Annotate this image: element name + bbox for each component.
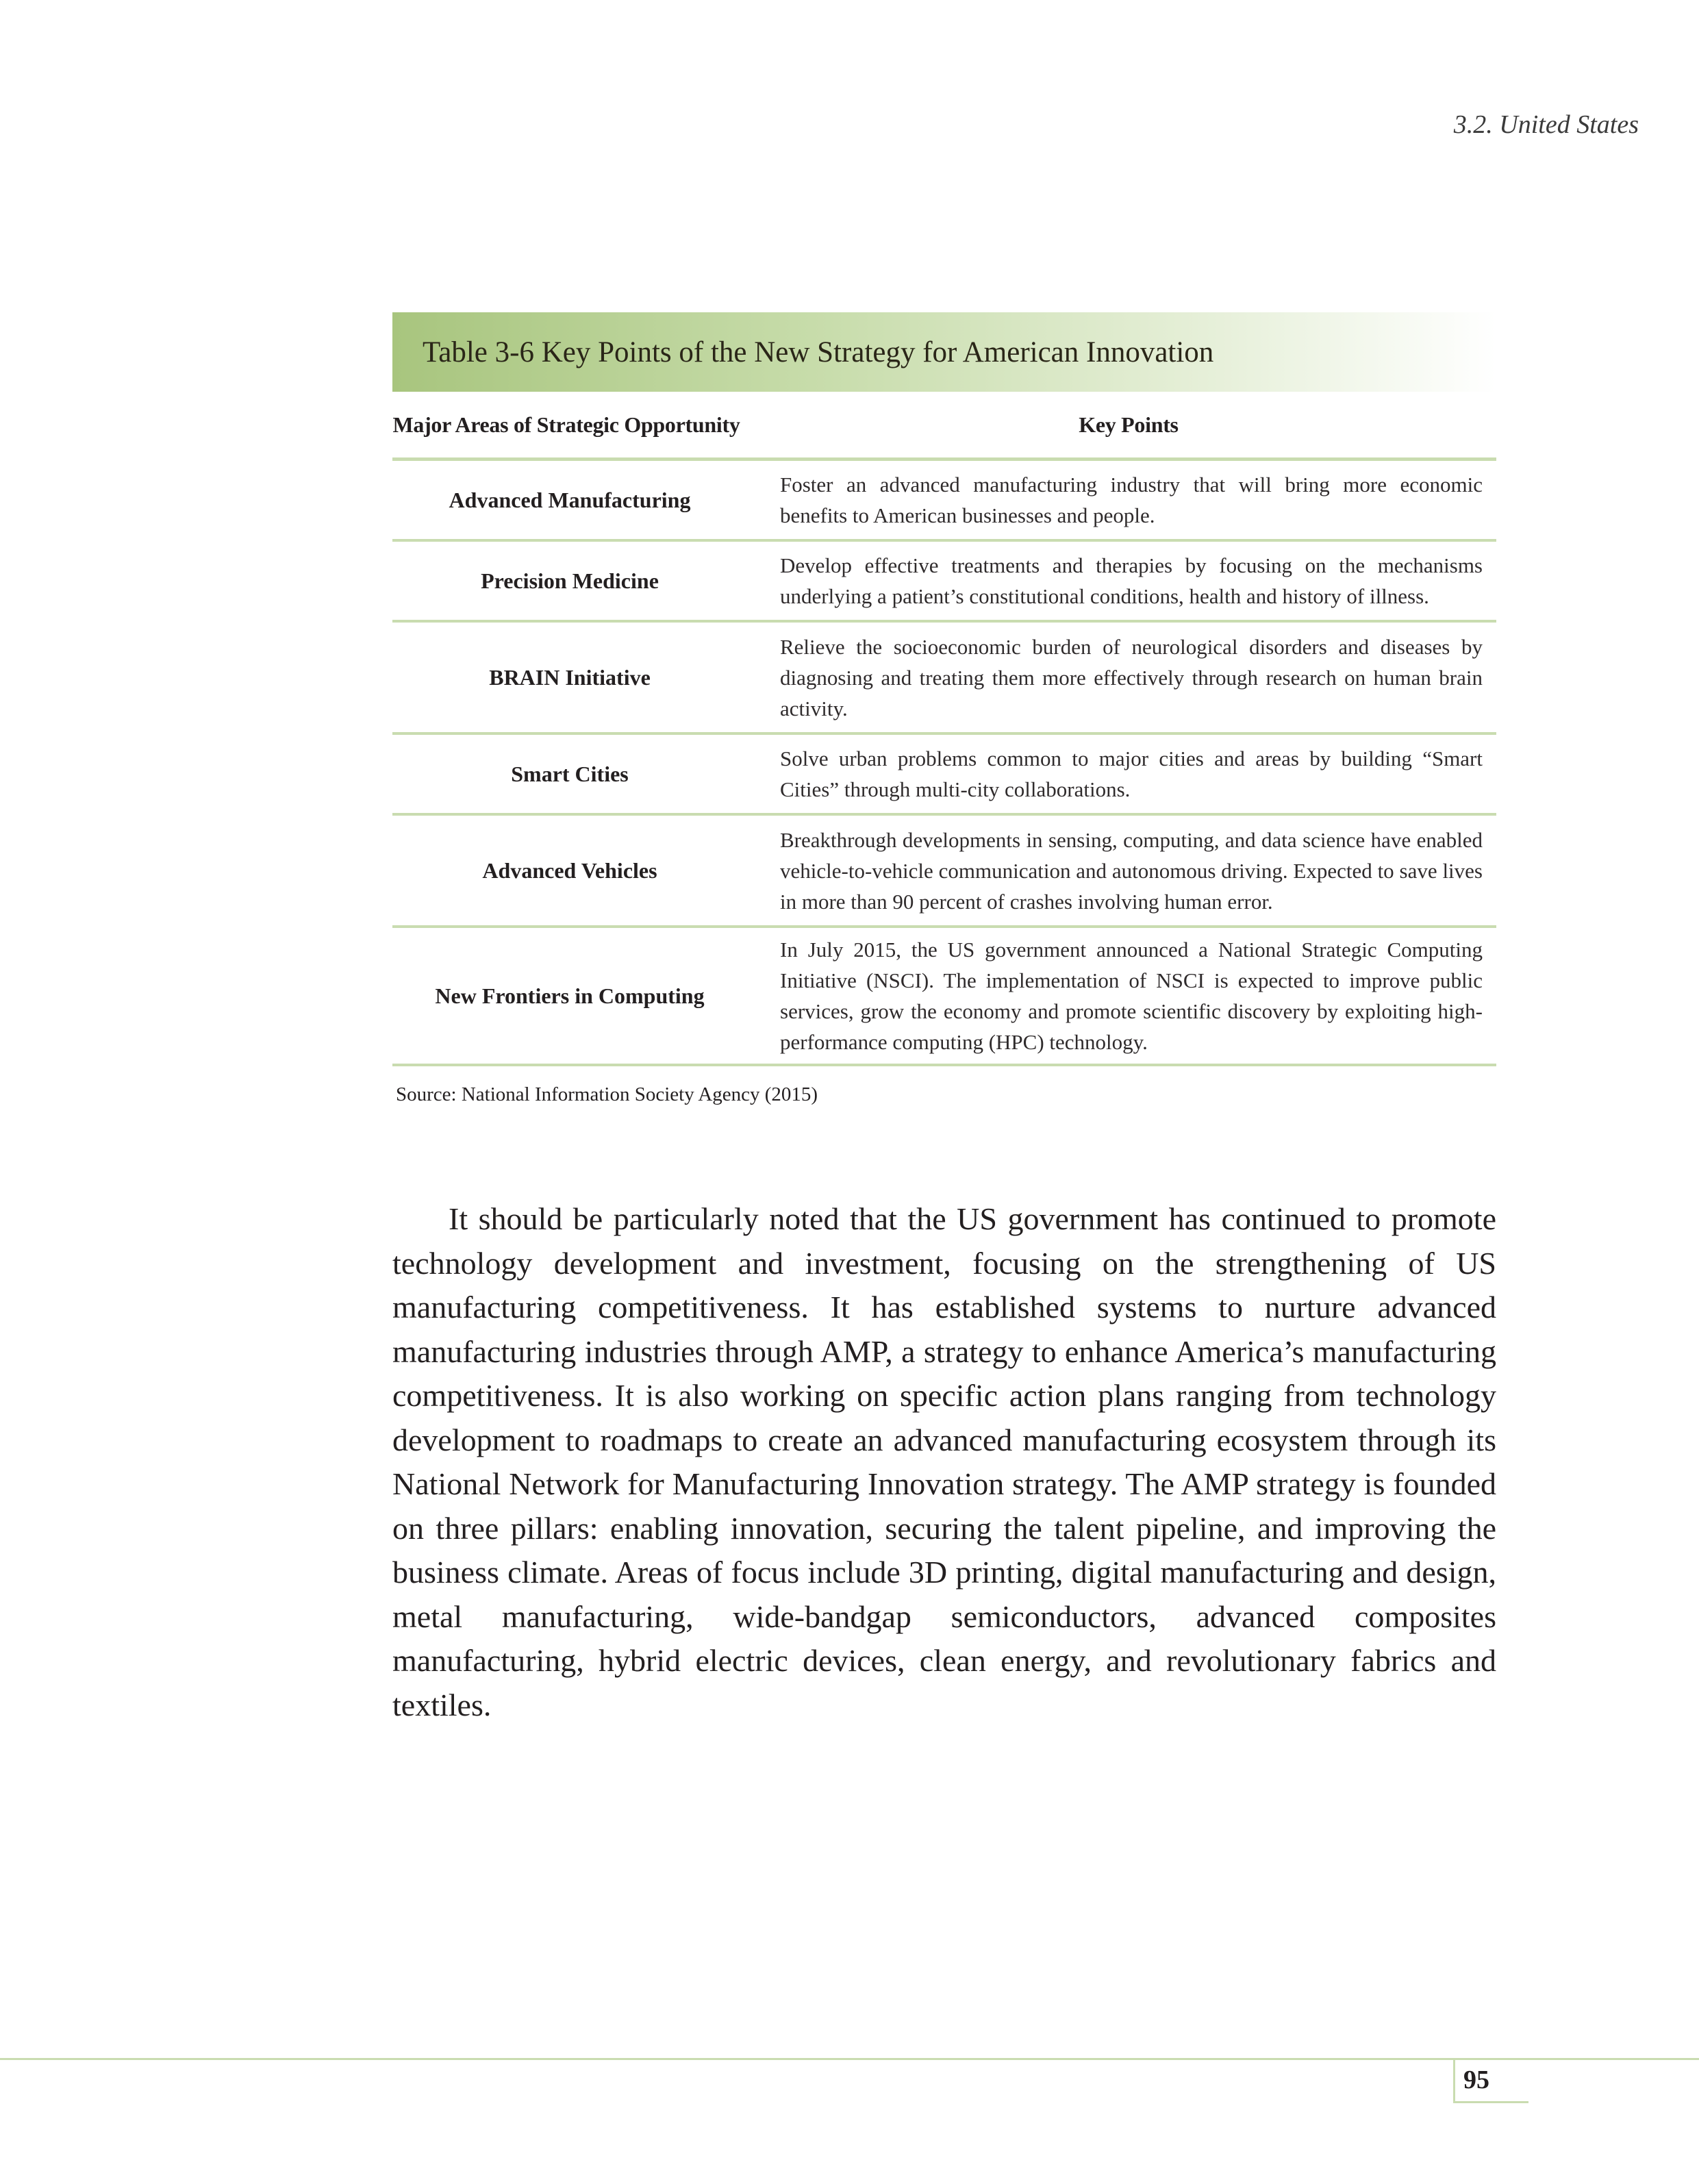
table-row xyxy=(392,735,1496,816)
table-row xyxy=(392,623,1496,735)
table-caption: Table 3-6 Key Points of the New Strategy for American Innovation xyxy=(392,312,1496,392)
row-area: Advanced Manufacturing xyxy=(449,487,691,512)
table-row xyxy=(392,542,1496,623)
row-key-points: Develop effective treatments and therapies by focusing on the mechanisms underlying a patient’s constitutional conditions, health and history of illness. xyxy=(780,553,1483,608)
row-key-points: In July 2015, the US government announced a National Strategic Computing Initiative (NSCI). The implementation of NSCI is expected to improve public services, grow the economy and promote scientific discovery by exploiting high-performance computing (HPC) technology. xyxy=(780,938,1483,1054)
row-area: Advanced Vehicles xyxy=(482,857,657,883)
table-row xyxy=(392,461,1496,542)
table-row xyxy=(392,816,1496,928)
footer-rule xyxy=(0,2058,1699,2060)
running-header: 3.2. United States xyxy=(1453,110,1639,139)
table-row xyxy=(392,928,1496,1066)
row-area: Precision Medicine xyxy=(481,568,659,593)
body-paragraph: It should be particularly noted that the US government has continued to promote technology development and investment, focusing on the strengthening of US manufacturing competitiveness. It has established systems to nurture advanced manufacturing industries through AMP, a strategy to enhance America’s manufacturing competitiveness. It is also working on specific action plans ranging from technology development to roadmaps to create an advanced manufacturing ecosystem through its National Network for Manufacturing Innovation strategy. The AMP strategy is founded on three pillars: enabling innovation, securing the talent pipeline, and improving the business climate. Areas of focus include 3D printing, digital manufacturing and design, metal manufacturing, wide-bandgap semiconductors, advanced composites manufacturing, hybrid electric devices, clean energy, and revolutionary fabrics and textiles. xyxy=(392,1201,1496,1722)
strategy-table xyxy=(392,312,1496,1066)
column-header-key-points: Key Points xyxy=(1079,412,1179,437)
table-source-note: Source: National Information Society Agency (2015) xyxy=(396,1083,818,1105)
row-key-points: Breakthrough developments in sensing, computing, and data science have enabled vehicle-to-vehicle communication and autonomous driving. Expected to save lives in more than 90 percent of crashes involving human error. xyxy=(780,827,1483,914)
row-key-points: Relieve the socioeconomic burden of neurological disorders and diseases by diagnosing and treating them more effectively through research on human brain activity. xyxy=(780,634,1483,720)
page-number: 95 xyxy=(1453,2058,1528,2103)
column-header-area: Major Areas of Strategic Opportunity xyxy=(392,412,740,437)
table-header-row xyxy=(392,392,1496,461)
row-key-points: Foster an advanced manufacturing industry that will bring more economic benefits to American businesses and people. xyxy=(780,473,1483,527)
row-key-points: Solve urban problems common to major cities and areas by building “Smart Cities” through multi-city collaborations. xyxy=(780,746,1483,801)
row-area: New Frontiers in Computing xyxy=(435,983,705,1008)
row-area: Smart Cities xyxy=(511,761,629,786)
row-area: BRAIN Initiative xyxy=(489,664,651,690)
